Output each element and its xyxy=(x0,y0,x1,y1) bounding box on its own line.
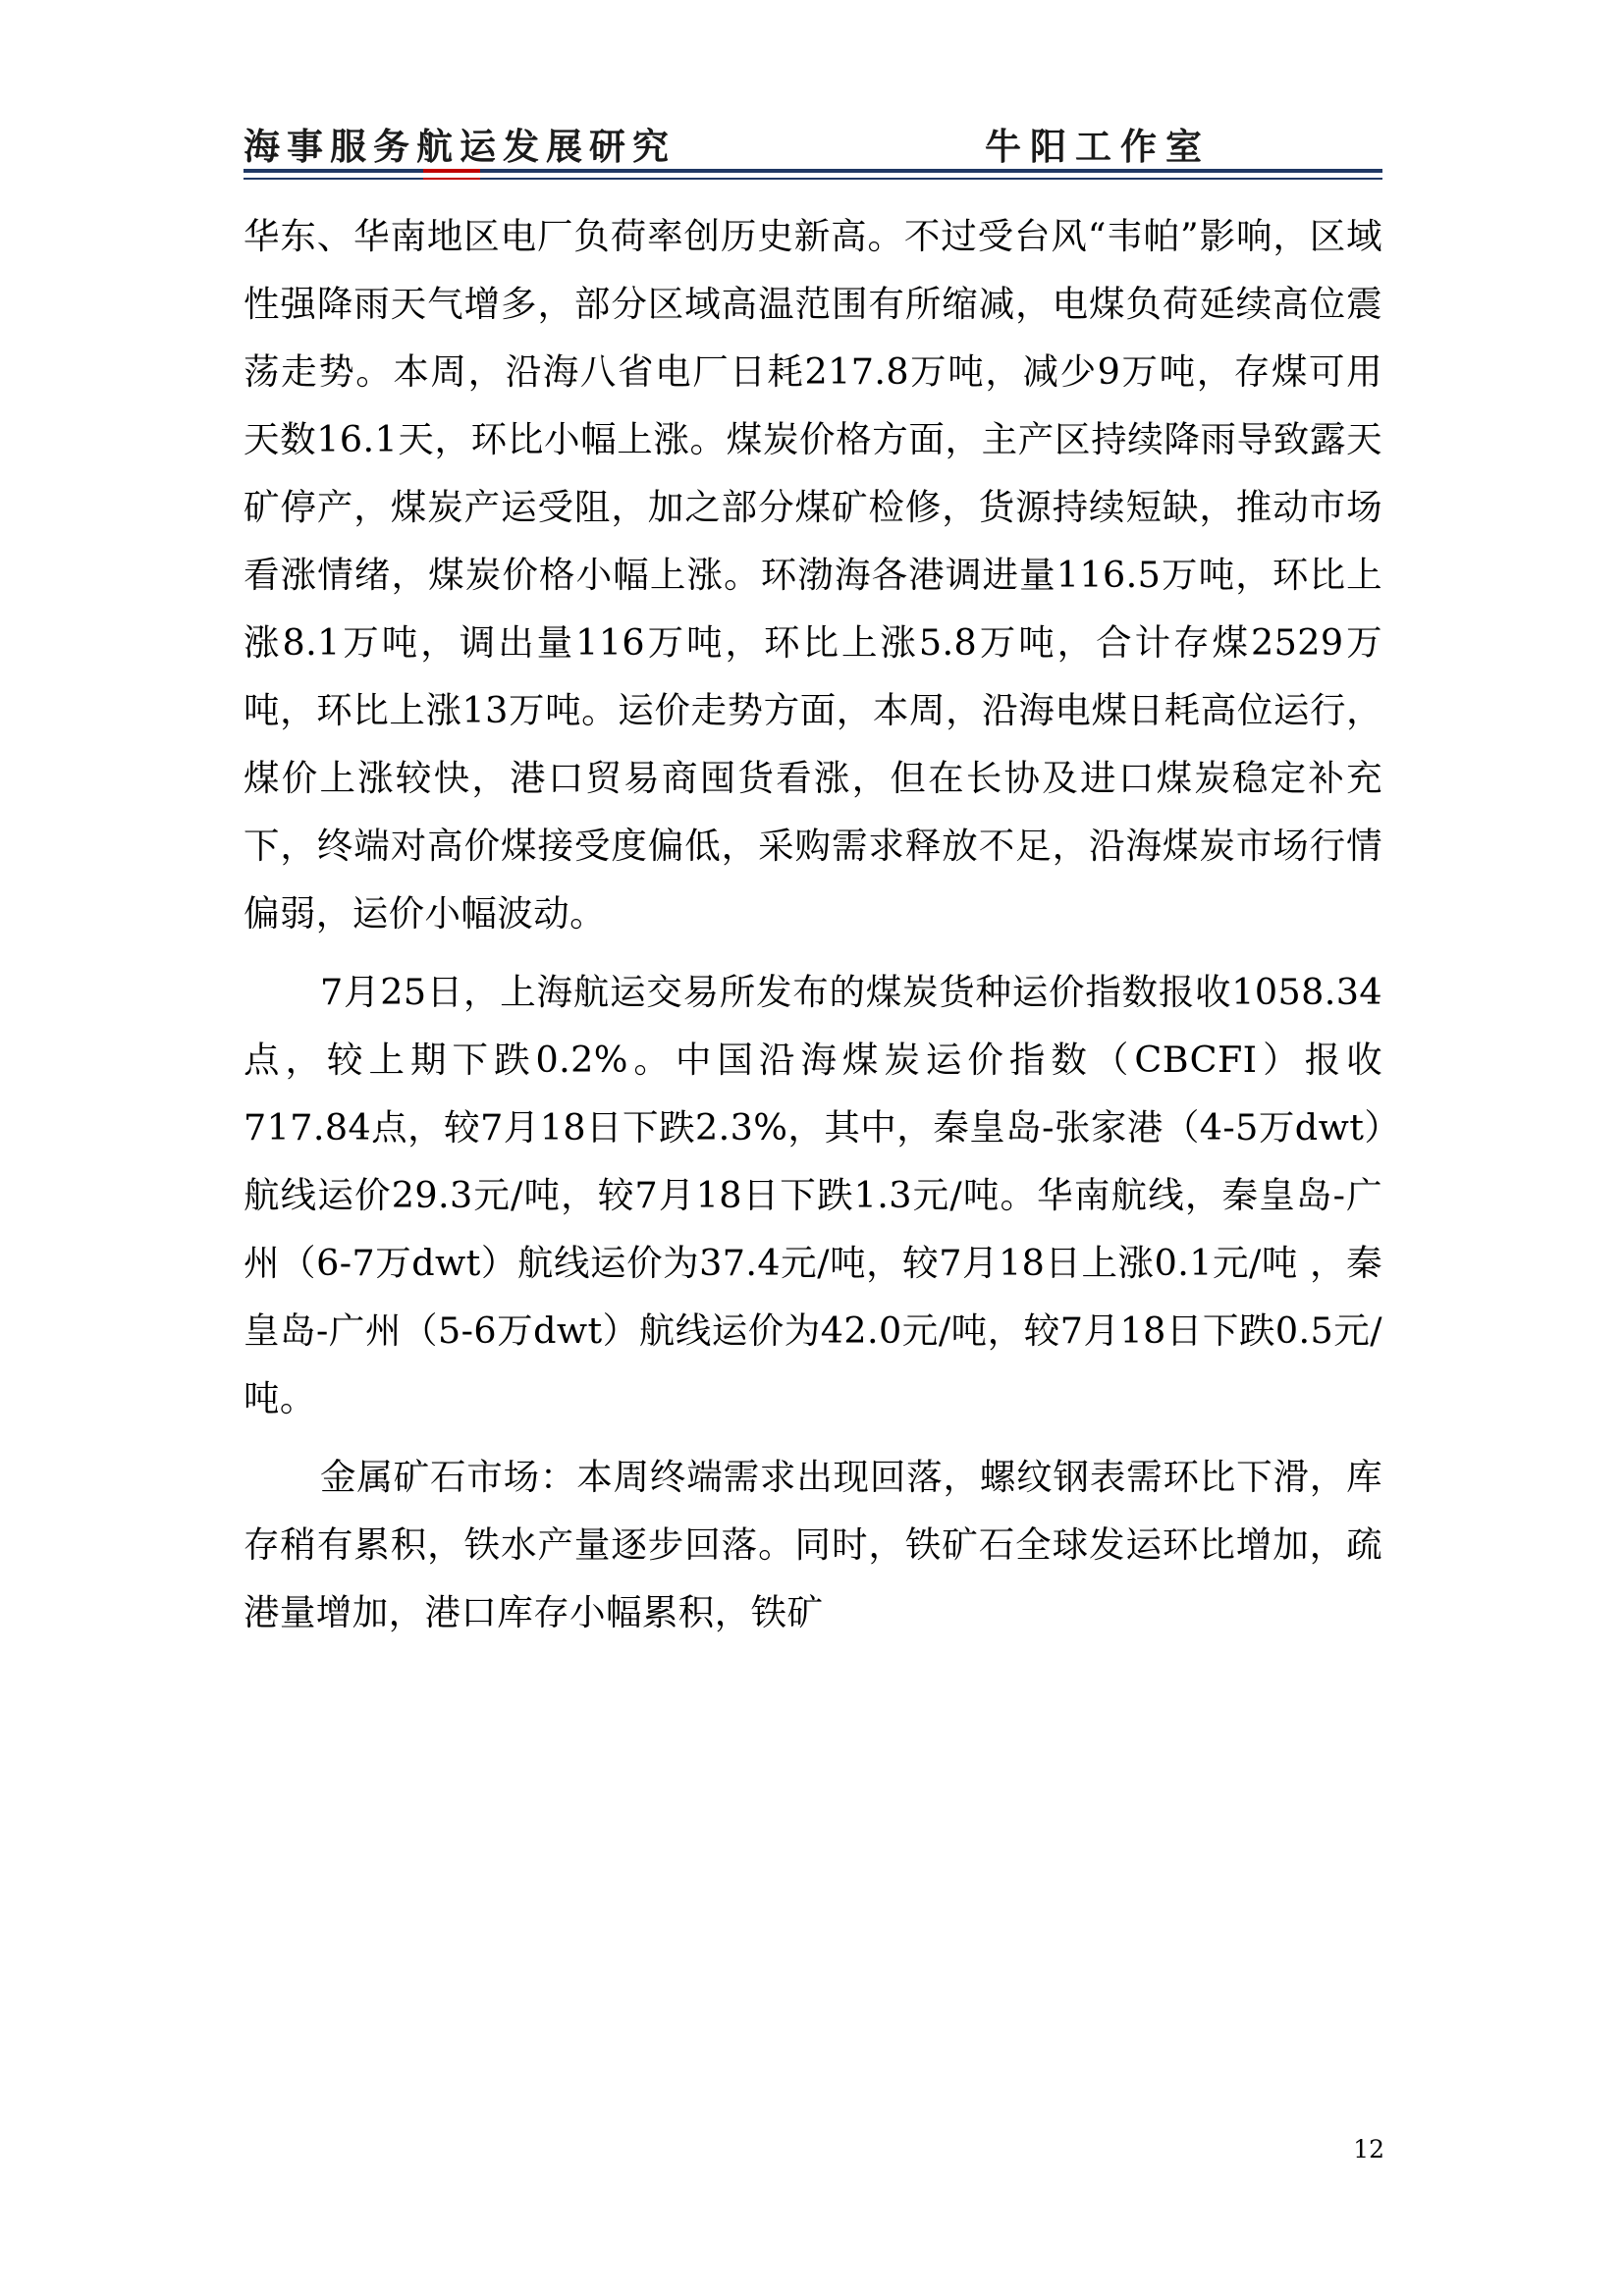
header-divider xyxy=(244,169,1382,181)
page-number: 12 xyxy=(1353,2135,1384,2163)
header-rule-thin xyxy=(244,178,1382,180)
paragraph-metal-ore-market: 金属矿石市场：本周终端需求出现回落，螺纹钢表需环比下滑，库存稍有累积，铁水产量逐步回落。同时，铁矿石全球发运环比增加，疏港量增加，港口库存小幅累积，铁矿 xyxy=(244,1456,1382,1633)
header-rule-accent-bottom xyxy=(423,178,480,180)
document-body xyxy=(244,202,1382,1646)
header-rule-accent-top xyxy=(423,169,480,173)
header-title-left: 海事服务航运发展研究 xyxy=(244,125,676,168)
paragraph-coal-market: 华东、华南地区电厂负荷率创历史新高。不过受台风“韦帕”影响，区域性强降雨天气增多，部分区域高温范围有所缩减，电煤负荷延续高位震荡走势。本周，沿海八省电厂日耗217.8万吨，减少9万吨，存煤可用天数16.1天，环比小幅上涨。煤炭价格方面，主产区持续降雨导致露天矿停产，煤炭产运受阻，加之部分煤矿检修，货源持续短缺，推动市场看涨情绪，煤炭价格小幅上涨。环渤海各港调进量116.5万吨，环比上涨8.1万吨，调出量116万吨，环比上涨5.8万吨，合计存煤2529万吨，环比上涨13万吨。运价走势方面，本周，沿海电煤日耗高位运行，煤价上涨较快，港口贸易商囤货看涨，但在长协及进口煤炭稳定补充下，终端对高价煤接受度偏低，采购需求释放不足，沿海煤炭市场行情偏弱，运价小幅波动。 xyxy=(244,215,1382,934)
header-title-right: 牛阳工作室 xyxy=(985,125,1211,168)
paragraph-freight-index: 7月25日，上海航运交易所发布的煤炭货种运价指数报收1058.34点，较上期下跌0.2%。中国沿海煤炭运价指数（CBCFI）报收717.84点，较7月18日下跌2.3%，其中，秦皇岛-张家港（4-5万dwt）航线运价29.3元/吨，较7月18日下跌1.3元/吨。华南航线，秦皇岛-广州（6-7万dwt）航线运价为37.4元/吨，较7月18日上涨0.1元/吨 ，秦皇岛-广州（5-6万dwt）航线运价为42.0元/吨，较7月18日下跌0.5元/吨。 xyxy=(244,971,1382,1419)
header-rule-thick xyxy=(244,169,1382,173)
document-header xyxy=(244,77,1382,168)
